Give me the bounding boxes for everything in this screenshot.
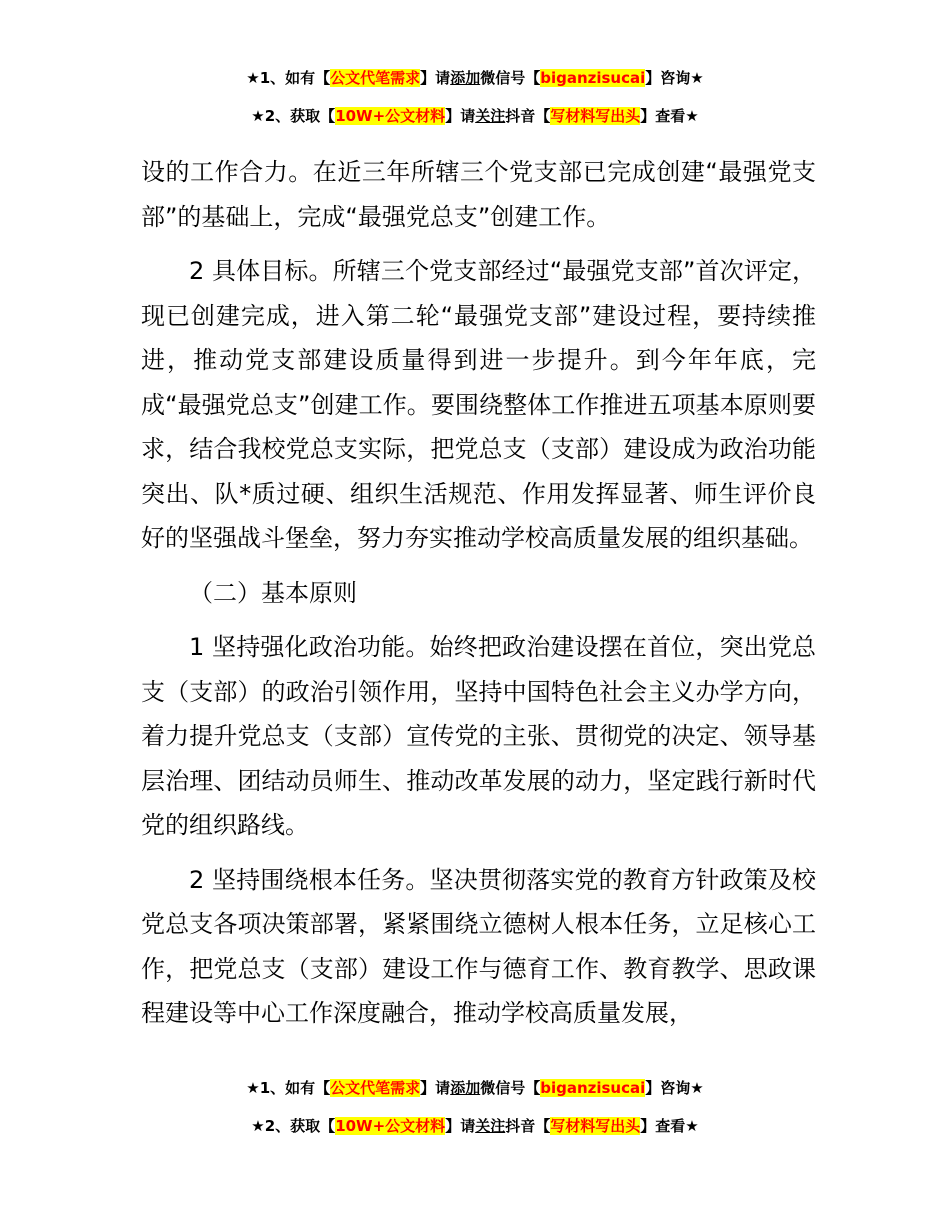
banner-text: ★1、如有【 — [246, 1079, 331, 1097]
banner-text: 】请 — [445, 1117, 476, 1135]
banner-underlined-text: 添加 — [450, 69, 481, 87]
bottom-banner-line1 — [0, 1076, 950, 1100]
section-heading-basic-principles: （二）基本原则 — [189, 578, 357, 607]
banner-text: 】查看★ — [640, 1117, 699, 1135]
paragraph-specific-goals: 2 具体目标。所辖三个党支部经过“最强党支部”首次评定，现已创建完成，进入第二轮“最强党支部”建设过程，要持续推进，推动党支部建设质量得到进一步提升。到今年年底，完成“最强党总支”创建工作。要围绕整体工作推进五项基本原则要求，结合我校党总支实际，把党总支（支部）建设成为政治功能突出、队*质过硬、组织生活规范、作用发挥显著、师生评价良好的坚强战斗堡垒，努力夯实推动学校高质量发展的组织基础。 — [141, 257, 816, 552]
banner-text: 抖音【 — [505, 107, 551, 125]
banner-text: 】咨询★ — [645, 69, 704, 87]
banner-highlight: 写材料写出头 — [550, 107, 641, 125]
banner-text: 】请 — [445, 107, 476, 125]
paragraph-principle-2: 2 坚持围绕根本任务。坚决贯彻落实党的教育方针政策及校党总支各项决策部署，紧紧围绕立德树人根本任务，立足核心工作，把党总支（支部）建设工作与德育工作、教育教学、思政课程建设等中心工作深度融合，推动学校高质量发展， — [141, 865, 816, 1027]
top-banner-line2 — [0, 104, 950, 128]
banner-highlight: 公文代笔需求 — [330, 1079, 421, 1097]
top-banner-line1 — [0, 66, 950, 90]
banner-text: 】请 — [420, 1079, 451, 1097]
banner-text: 微信号【 — [480, 1079, 541, 1097]
document-body — [141, 150, 816, 1046]
banner-underlined-text: 添加 — [450, 1079, 481, 1097]
banner-text: ★2、获取【 — [251, 1117, 336, 1135]
banner-highlight: biganzisucai — [540, 1079, 646, 1097]
banner-text: 】请 — [420, 69, 451, 87]
banner-text: 】查看★ — [640, 107, 699, 125]
banner-highlight: 10W+公文材料 — [335, 1117, 446, 1135]
paragraph-principle-1: 1 坚持强化政治功能。始终把政治建设摆在首位，突出党总支（支部）的政治引领作用，坚持中国特色社会主义办学方向，着力提升党总支（支部）宣传党的主张、贯彻党的决定、领导基层治理、团结动员师生、推动改革发展的动力，坚定践行新时代党的组织路线。 — [141, 633, 816, 839]
banner-underlined-text: 关注 — [475, 107, 506, 125]
banner-highlight: 公文代笔需求 — [330, 69, 421, 87]
paragraph-continuation: 设的工作合力。在近三年所辖三个党支部已完成创建“最强党支部”的基础上，完成“最强党总支”创建工作。 — [141, 158, 816, 231]
bottom-banner-line2 — [0, 1114, 950, 1138]
banner-text: ★1、如有【 — [246, 69, 331, 87]
banner-text: ★2、获取【 — [251, 107, 336, 125]
banner-highlight: biganzisucai — [540, 69, 646, 87]
banner-text: 微信号【 — [480, 69, 541, 87]
banner-highlight: 写材料写出头 — [550, 1117, 641, 1135]
banner-text: 抖音【 — [505, 1117, 551, 1135]
banner-text: 】咨询★ — [645, 1079, 704, 1097]
banner-highlight: 10W+公文材料 — [335, 107, 446, 125]
banner-underlined-text: 关注 — [475, 1117, 506, 1135]
